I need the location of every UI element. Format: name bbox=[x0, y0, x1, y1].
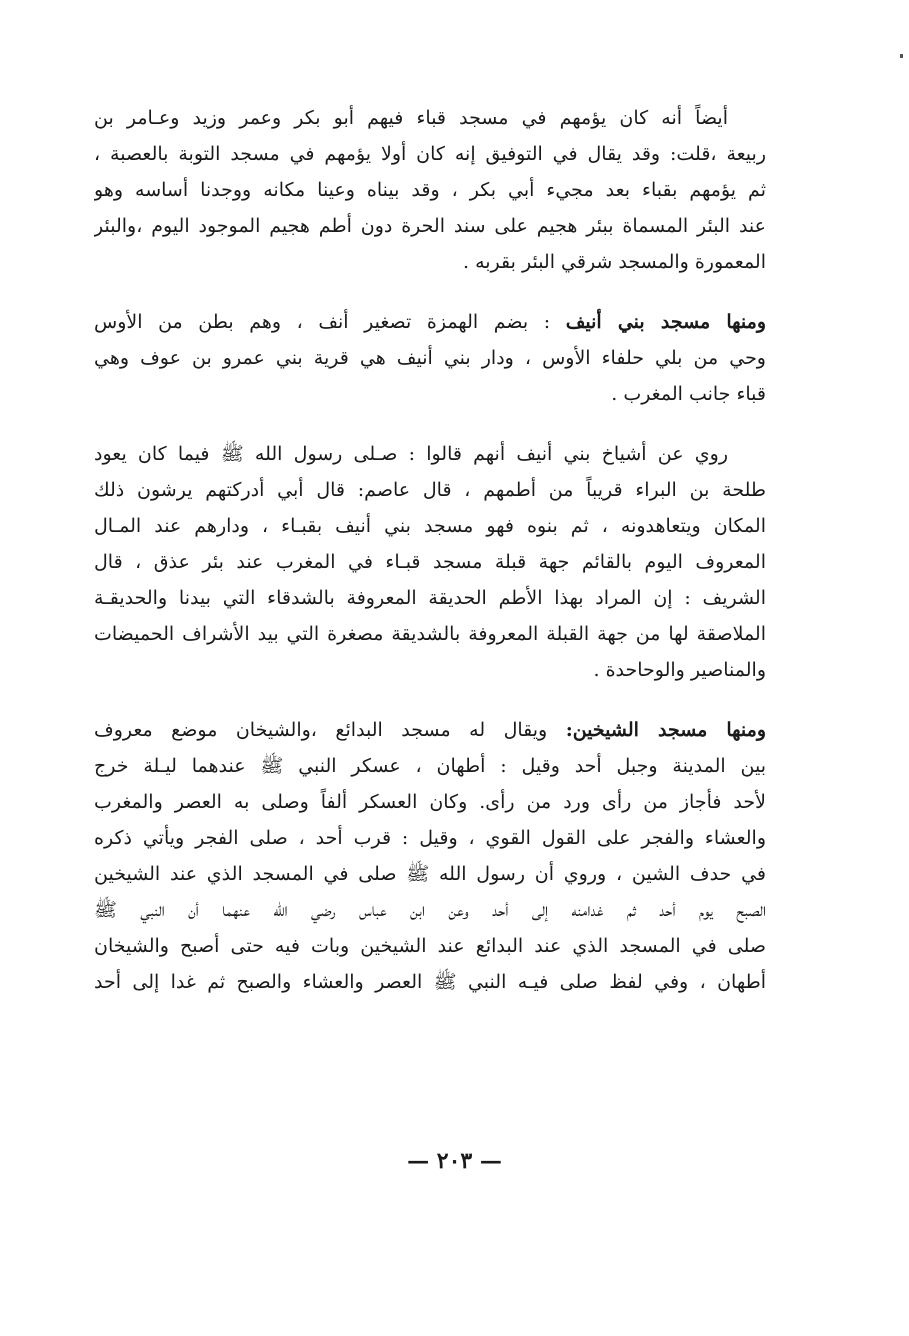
text-line: المكان ويتعاهدونه ، ثم بنوه فهو مسجد بني أنيف بقبـاء ، ودارهم عند المـال bbox=[94, 515, 766, 537]
text-line: بين المدينة وجبل أحد وقيل : أطهان ، عسكر النبي ﷺ عندهما ليـلة خرج bbox=[94, 755, 766, 777]
text-line: في حدف الشين ، وروي أن رسول الله ﷺ صلى في المسجد الذي عند الشيخين bbox=[94, 863, 766, 885]
scan-mark bbox=[900, 54, 903, 58]
text-line: قباء جانب المغرب . bbox=[611, 383, 766, 405]
text-line: عند البئر المسماة ببئر هجيم على سند الحرة دون أطم هجيم الموجود اليوم ،والبئر bbox=[94, 215, 766, 237]
paragraph-narration bbox=[94, 436, 766, 688]
text-line: لأحد فأجاز من رأى ورد من رأى. وكان العسكر ألفاً وصلى به العصر والمغرب bbox=[94, 791, 766, 813]
section-heading: ومنها مسجد بني أنيف bbox=[565, 311, 766, 333]
text-line: طلحة بن البراء قريباً من أطمهم ، قال عاصم: قال أبي أدركتهم يرشون ذلك bbox=[94, 479, 766, 501]
text-line: أيضاً أنه كان يؤمهم في مسجد قباء فيهم أبو بكر وعمر وزيد وعـامر بن bbox=[94, 107, 728, 129]
text-line: الصبح يوم أحد ثم غدامنه إلى أحد وعن ابن عباس رضي الله عنهما أن النبي ﷺ bbox=[94, 899, 766, 921]
paragraph-bani-unayf-mosque bbox=[94, 304, 766, 412]
document-body bbox=[94, 100, 766, 1024]
text-line bbox=[94, 712, 766, 748]
text-line: وحي من بلي حلفاء الأوس ، ودار بني أنيف هي قرية بني عمرو بن عوف وهي bbox=[94, 347, 766, 369]
text-run: ويقال له مسجد البدائع ،والشيخان موضع معروف bbox=[94, 719, 566, 741]
text-line: أطهان ، وفي لفظ صلى فيـه النبي ﷺ العصر والعشاء والصبح ثم غدا إلى أحد bbox=[94, 971, 766, 993]
paragraph-quba-mosque bbox=[94, 100, 766, 280]
text-line: الشريف : إن المراد بهذا الأطم الحديقة المعروفة بالشدقاء التي بيدنا والحديقـة bbox=[94, 587, 766, 609]
text-line: ربيعة ،قلت: وقد يقال في التوفيق إنه كان أولا يؤمهم في مسجد التوبة بالعصبة ، bbox=[94, 143, 766, 165]
text-line: ثم يؤمهم بقباء بعد مجيء أبي بكر ، وقد بيناه وعينا مكانه ووجدنا أساسه وهو bbox=[94, 179, 766, 201]
page-number: — ٢٠٣ — bbox=[407, 1148, 502, 1174]
text-line: والمناصير والوحاحدة . bbox=[593, 659, 766, 681]
section-heading: ومنها مسجد الشيخين: bbox=[565, 719, 766, 741]
text-run: : بضم الهمزة تصغير أنف ، وهم بطن من الأوس bbox=[94, 311, 566, 333]
paragraph-shaykhayn-mosque bbox=[94, 712, 766, 1000]
text-line: المعروف اليوم بالقائم جهة قبلة مسجد قبـاء في المغرب عند بئر عذق ، قال bbox=[94, 551, 766, 573]
text-line: صلى في المسجد الذي عند البدائع عند الشيخين وبات فيه حتى أصبح والشيخان bbox=[94, 935, 766, 957]
text-line: روي عن أشياخ بني أنيف أنهم قالوا : صـلى رسول الله ﷺ فيما كان يعود bbox=[94, 443, 728, 465]
text-line: الملاصقة لها من جهة القبلة المعروفة بالشديقة مصغرة التي بيد الأشراف الحميضات bbox=[94, 623, 766, 645]
text-line: المعمورة والمسجد شرقي البئر بقربه . bbox=[463, 251, 766, 273]
text-line: والعشاء والفجر على القول القوي ، وقيل : قرب أحد ، صلى الفجر ويأتي ذكره bbox=[94, 827, 766, 849]
text-line bbox=[94, 304, 766, 340]
